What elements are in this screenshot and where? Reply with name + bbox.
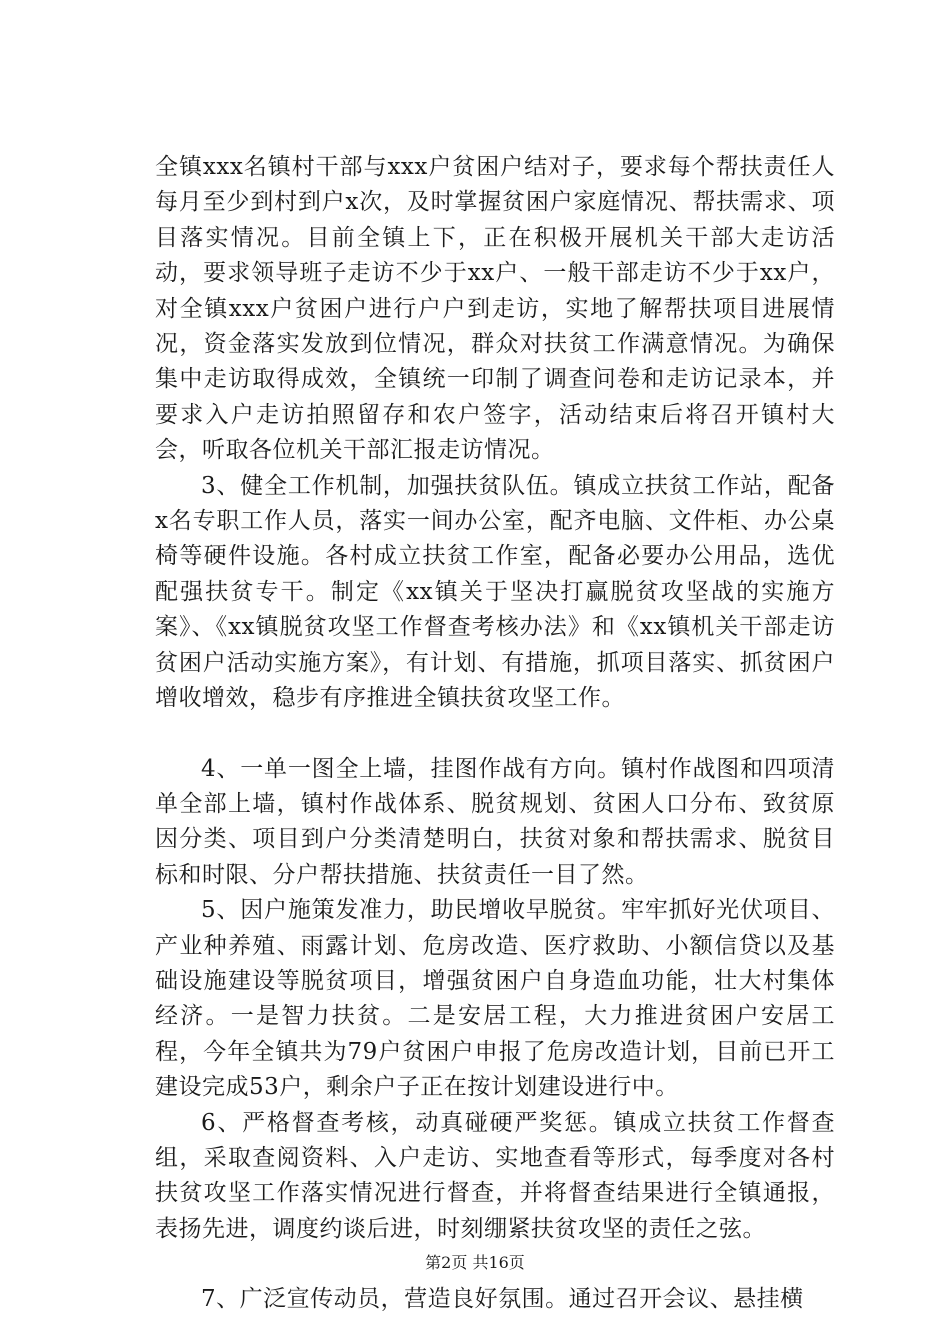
paragraph-item-7: 7、广泛宣传动员，营造良好氛围。通过召开会议、悬挂横 — [201, 1286, 804, 1313]
paragraph-item-5: 5、因户施策发准力，助民增收早脱贫。牢牢抓好光伏项目、产业种养殖、雨露计划、危房改造、医疗救助、小额信贷以及基础设施建设等脱贫项目，增强贫困户自身造血功能，壮大村集体经济。一是智力扶贫。二是安居工程，大力推进贫困户安居工程，今年全镇共为79户贫困户申报了危房改造计划，目前已开工建设完成53户，剩余户子正在按计划建设进行中。 — [155, 897, 835, 1101]
page-footer — [0, 1250, 950, 1273]
page-number-label: 第2页 共16页 — [425, 1253, 525, 1272]
paragraph-item-4: 4、一单一图全上墙，挂图作战有方向。镇村作战图和四项清单全部上墙，镇村作战体系、脱贫规划、贫困人口分布、致贫原因分类、项目到户分类清楚明白，扶贫对象和帮扶需求、脱贫目标和时限、分户帮扶措施、扶贫责任一目了然。 — [155, 755, 835, 888]
document-body — [155, 150, 835, 1318]
paragraph-item-6: 6、严格督查考核，动真碰硬严奖惩。镇成立扶贫工作督查组，采取查阅资料、入户走访、实地查看等形式，每季度对各村扶贫攻坚工作落实情况进行督查，并将督查结果进行全镇通报，表扬先进，调度约谈后进，时刻绷紧扶贫攻坚的责任之弦。 — [155, 1109, 835, 1242]
paragraph-item-3: 3、健全工作机制，加强扶贫队伍。镇成立扶贫工作站，配备x名专职工作人员，落实一间办公室，配齐电脑、文件柜、办公桌椅等硬件设施。各村成立扶贫工作室，配备必要办公用品，选优配强扶贫专干。制定《xx镇关于坚决打赢脱贫攻坚战的实施方案》、《xx镇脱贫攻坚工作督查考核办法》和《xx镇机关干部走访贫困户活动实施方案》，有计划、有措施，抓项目落实、抓贫困户增收增效，稳步有序推进全镇扶贫攻坚工作。 — [155, 472, 835, 712]
paragraph-continued: 全镇xxx名镇村干部与xxx户贫困户结对子，要求每个帮扶责任人每月至少到村到户x次，及时掌握贫困户家庭情况、帮扶需求、项目落实情况。目前全镇上下，正在积极开展机关干部大走访活动，要求领导班子走访不少于xx户、一般干部走访不少于xx户，对全镇xxx户贫困户进行户户到走访，实地了解帮扶项目进展情况，资金落实发放到位情况，群众对扶贫工作满意情况。为确保集中走访取得成效，全镇统一印制了调查问卷和走访记录本，并要求入户走访拍照留存和农户签字，活动结束后将召开镇村大会，听取各位机关干部汇报走访情况。 — [155, 154, 835, 464]
